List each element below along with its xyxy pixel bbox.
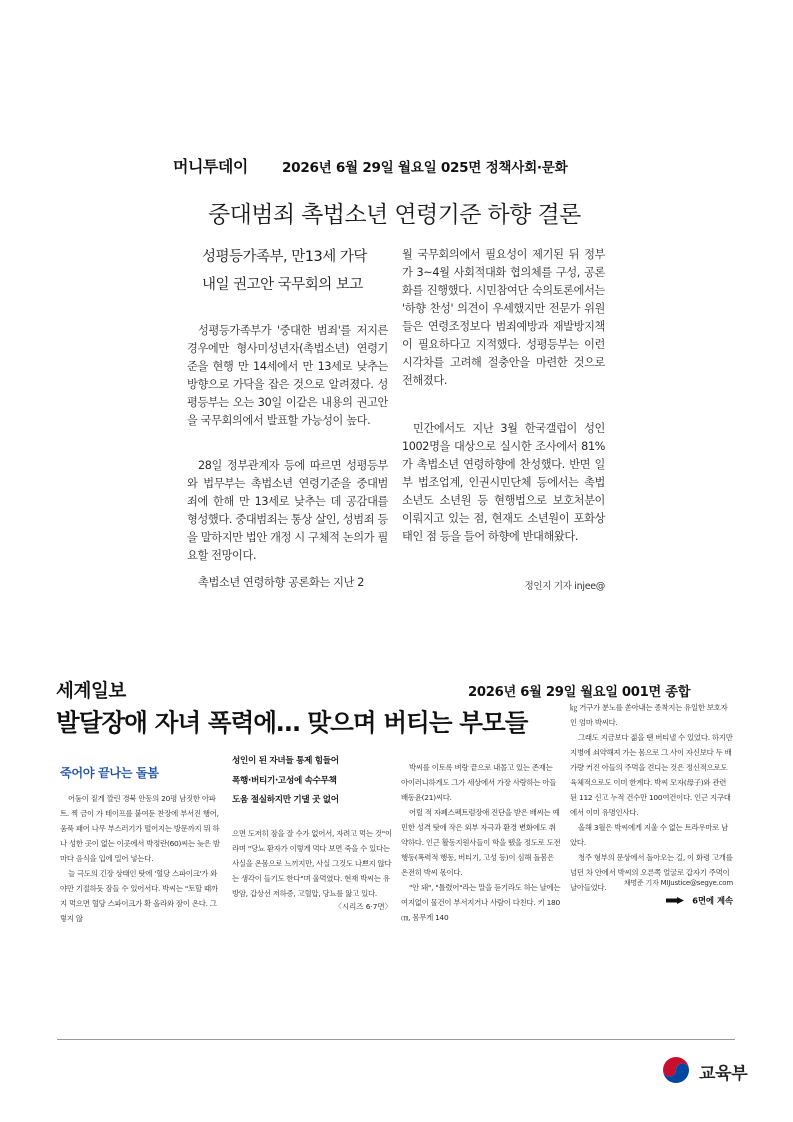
section-label-segye: 죽어야 끝나는 돌봄 [60,766,159,780]
ministry-logo [659,1053,759,1087]
headline-segye: 발달장애 자녀 폭력에… 맞으며 버티는 부모들 [56,708,528,737]
article2-col3-para3: "안 돼", "틀렸어"라는 말을 듣기라도 하는 날에는 여지없이 물건이 부서지거나 사람이 다친다. 키 180㎝, 몸무게 140 [401,883,561,922]
taegeuk-emblem-icon [659,1053,693,1087]
continued-indicator [650,890,733,909]
article2-col3-para2: 어릴 적 자폐스펙트럼장애 진단을 받은 배씨는 예민한 성격 탓에 작은 외부 자극과 환경 변화에도 취약하다. 인근 활동지원사들이 학을 뗐을 정도로 도전 행동(폭력적 행동, 버티기, 고성 등)이 심해 돌봄은 온전히 박씨 몫이다. [401,808,561,877]
continued-label: 6면에 계속 [692,895,733,906]
article2-col4-para4: 청주 형부의 문상에서 돌아오는 길, 이 화령 고개를 넘던 차 안에서 박씨의 오른쪽 얼굴로 갑자기 주먹이 날아들었다. [570,853,733,892]
article2-col4-para2: 그래도 지금보다 젊을 땐 버티낼 수 있었다. 하지만 지병에 쇠약해져 가는 몸으로 그 사이 자신보다 두 배가량 커진 아들의 주먹을 견디는 것은 정신적으로도 육체적으로도 이미 한계다. 박씨 모자(母子)와 관련된 112 신고 누적 건수만 100여건이다. 인근 지구대에서 이미 유명인사다. [570,733,733,817]
article2-col4-para3: 올해 3월은 박씨에게 지울 수 없는 트라우마로 남았다. [570,823,729,847]
headline-money-today: 중대범죄 촉법소년 연령기준 하향 결론 [208,202,581,228]
article1-col1-para1: 성평등가족부가 '중대한 범죄'를 저지른 경우에만 형사미성년자(촉법소년) 연령기준을 현행 만 14세에서 만 13세로 낮추는 방향으로 가닥을 잡은 것으로 알려졌다. 성평등부는 오는 30일 이같은 내용의 권고안을 국무회의에서 발표할 가능성이 높다. [187,324,388,427]
subhead-money-today: 성평등가족부, 만13세 가닥 내일 권고안 국무회의 보고 [202,249,367,293]
series-note-segye: 〈시리즈 6·7면〉 [334,902,392,911]
subhead-segye: 성인이 된 자녀들 통제 힘들어 폭행·버티기·고성에 속수무책 도움 절실하지만 기댈 곳 없어 [232,756,339,805]
masthead-money-today: 머니투데이 [173,157,248,176]
article2-col1-para2: 늘 극도의 긴장 상태인 탓에 '혈당 스파이크'가 와야만 기절하듯 잠들 수 있어서다. 박씨는 "토할 때까지 먹으면 혈당 스파이크가 확 올라와 잠이 온다. 그렇지 않 [60,869,218,923]
byline-money-today: 정인지 기자 injee@ [524,581,605,592]
article2-col3-para1: 박씨를 이토록 벼랑 끝으로 내몰고 있는 존재는 아이러니하게도 그가 세상에서 가장 사랑하는 아들 배동윤(21)씨다. [401,763,557,802]
footer-divider [57,1039,735,1040]
article2-col2-para1: 으면 도저히 잠을 잘 수가 없어서, 자려고 먹는 것"이라며 "당뇨 환자가 이렇게 먹다 보면 죽을 수 있다는 사실을 온몸으로 느끼지만, 사실 그것도 나쁘지 않다는 생각이 들기도 한다"며 울먹였다. 현재 박씨는 유방암, 갑상선 저하증, 고혈압, 당뇨를 앓고 있다. [232,829,392,898]
article1-col1-para2: 28일 정부관계자 등에 따르면 성평등부와 법무부는 촉법소년 연령기준을 중대범죄에 한해 만 13세로 낮추는 데 공감대를 형성했다. 중대범죄는 통상 살인, 성범죄 등을 말하지만 법안 개정 시 구체적 논의가 필요할 전망이다. [187,459,388,562]
ministry-name: 교육부 [699,1064,748,1084]
dateline-segye: 2026년 6월 29일 월요일 001면 종합 [468,685,691,700]
article1-col1-para3: 촉법소년 연령하향 공론화는 지난 2 [198,576,364,589]
byline-segye: 채명준 기자 MIJustice@segye.com [623,879,733,887]
article1-col2-para2: 민간에서도 지난 3월 한국갤럽이 성인 1002명을 대상으로 실시한 조사에서 81%가 촉법소년 연령하향에 찬성했다. 반면 일부 법조업계, 인권시민단체 등에서는 촉법소년도 소년원 등 현행법으로 보호처분이 이뤄지고 있는 점, 현재도 소년원이 포화상태인 점 등을 들어 하향에 반대해왔다. [402,422,605,543]
masthead-segye: 세계일보 [56,681,126,702]
dateline-money-today: 2026년 6월 29일 월요일 025면 정책사회·문화 [282,160,568,176]
article2-col1-para1: 어둠이 짙게 깔린 경북 안동의 20평 남짓한 아파트. 찍 금이 가 테이프를 붙여둔 찬장에 부서진 행어, 움푹 패어 나무 부스러기가 떨어지는 방문까지 뭐 하나 성한 곳이 없는 이곳에서 박정란(60)씨는 늦은 밤마다 음식을 입에 밀어 넣는다. [60,794,220,863]
article1-col2-para1: 월 국무회의에서 필요성이 제기된 뒤 정부가 3~4월 사회적대화 협의체를 구성, 공론화를 진행했다. 시민참여단 숙의토론에서는 '하향 찬성' 의견이 우세했지만 전문가 위원들은 연령조정보다 범죄예방과 재발방지책이 필요하다고 지적했다. 성평등부는 이런 시각차를 고려해 절충안을 마련한 것으로 전해졌다. [402,248,605,387]
arrow-right-icon [666,897,684,904]
article2-col4-para1: ㎏ 거구가 분노를 쏟아내는 종착지는 유일한 보호자인 엄마 박씨다. [570,703,728,727]
